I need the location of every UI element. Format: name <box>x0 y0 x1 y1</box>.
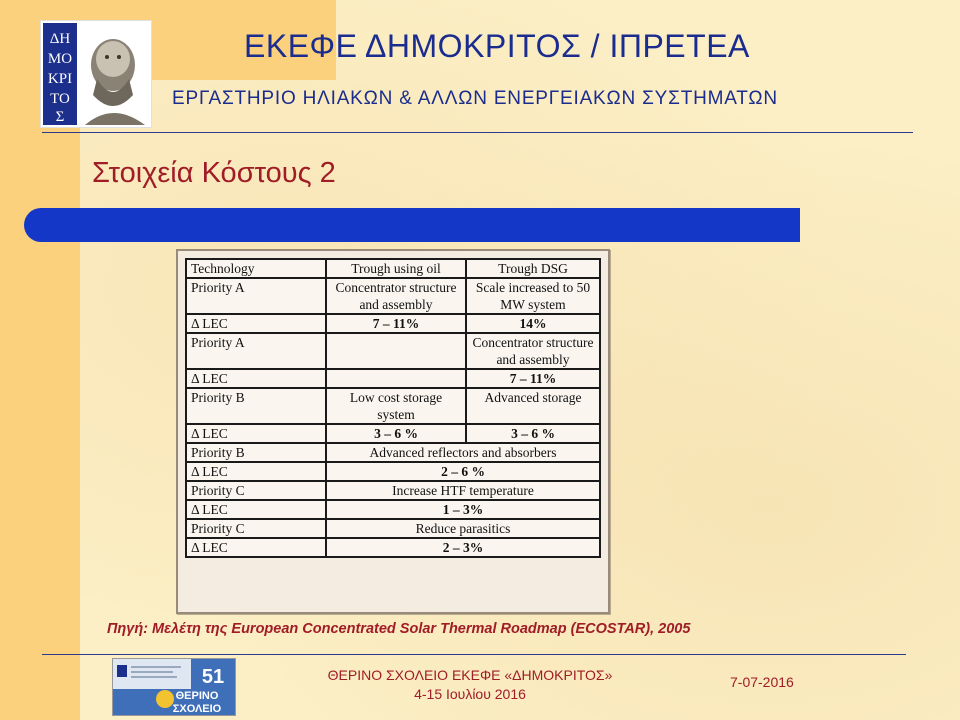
footer-line-1: ΘΕΡΙΝΟ ΣΧΟΛΕΙΟ ΕΚΕΦΕ «ΔΗΜΟΚΡΙΤΟΣ» <box>327 667 613 683</box>
header-divider <box>42 132 913 133</box>
table-cell: Priority A <box>186 333 326 369</box>
table-cell: 7 – 11% <box>466 369 600 388</box>
table-row <box>186 369 600 388</box>
table-cell: Reduce parasitics <box>326 519 600 538</box>
svg-text:ΜΟ: ΜΟ <box>47 51 73 67</box>
table-header-cell: Technology <box>186 259 326 278</box>
logo-word-top: ΘΕΡΙΝΟ <box>175 690 219 702</box>
logo-word-bottom: ΣΧΟΛΕΙΟ <box>172 703 222 715</box>
svg-text:ΔΗ: ΔΗ <box>49 31 71 47</box>
logo-number: 51 <box>201 666 225 688</box>
section-bar <box>24 208 800 242</box>
table-row <box>186 519 600 538</box>
table-cell: Δ LEC <box>186 500 326 519</box>
table-header-row <box>186 259 600 278</box>
svg-text:ΚΡΙ: ΚΡΙ <box>47 71 73 87</box>
table-row <box>186 424 600 443</box>
table-cell: Δ LEC <box>186 538 326 557</box>
table-cell: Scale increased to 50 MW system <box>466 278 600 314</box>
table-cell: Δ LEC <box>186 369 326 388</box>
table-cell: 2 – 3% <box>326 538 600 557</box>
table-row <box>186 388 600 424</box>
table-cell: 1 – 3% <box>326 500 600 519</box>
cost-table <box>185 258 601 558</box>
table-cell: 2 – 6 % <box>326 462 600 481</box>
table-cell: Concentrator structure and assembly <box>466 333 600 369</box>
table-cell: Low cost storage system <box>326 388 466 424</box>
table-row <box>186 278 600 314</box>
table-cell: Priority C <box>186 481 326 500</box>
footer-date: 7-07-2016 <box>730 674 794 690</box>
cost-table-card <box>176 249 610 614</box>
table-cell: Δ LEC <box>186 424 326 443</box>
table-cell: Priority C <box>186 519 326 538</box>
footer-event <box>300 666 640 704</box>
table-row <box>186 481 600 500</box>
democritus-logo <box>40 20 152 128</box>
table-row <box>186 443 600 462</box>
table-row <box>186 538 600 557</box>
footer-divider <box>42 654 906 655</box>
table-cell: Concentrator structure and assembly <box>326 278 466 314</box>
table-row <box>186 314 600 333</box>
lab-subtitle: ΕΡΓΑΣΤΗΡΙΟ ΗΛΙΑΚΩΝ & ΑΛΛΩΝ ΕΝΕΡΓΕΙΑΚΩΝ ΣΥΣΤΗΜΑΤΩΝ <box>172 88 778 109</box>
source-citation: Πηγή: Μελέτη της European Concentrated Solar Thermal Roadmap (ECOSTAR), 2005 <box>107 621 691 637</box>
table-header-cell: Trough using oil <box>326 259 466 278</box>
footer-line-2: 4-15 Ιουλίου 2016 <box>414 686 526 702</box>
table-row <box>186 333 600 369</box>
table-cell: Δ LEC <box>186 314 326 333</box>
table-cell: Priority A <box>186 278 326 314</box>
table-header-cell: Trough DSG <box>466 259 600 278</box>
summer-school-logo <box>112 658 236 716</box>
page-title: ΕΚΕΦΕ ΔΗΜΟΚΡΙΤΟΣ / ΙΠΡΕΤΕΑ <box>244 28 750 64</box>
svg-text:Σ: Σ <box>55 109 65 125</box>
section-title: Στοιχεία Κόστους 2 <box>92 157 336 189</box>
table-cell <box>326 333 466 369</box>
table-cell: Priority B <box>186 443 326 462</box>
table-cell: Increase HTF temperature <box>326 481 600 500</box>
table-cell: Advanced storage <box>466 388 600 424</box>
table-cell: 3 – 6 % <box>466 424 600 443</box>
table-row <box>186 500 600 519</box>
table-cell: 7 – 11% <box>326 314 466 333</box>
table-cell <box>326 369 466 388</box>
svg-text:ΤΟ: ΤΟ <box>50 91 70 107</box>
table-cell: Priority B <box>186 388 326 424</box>
table-cell: 3 – 6 % <box>326 424 466 443</box>
table-cell: 14% <box>466 314 600 333</box>
table-cell: Advanced reflectors and absorbers <box>326 443 600 462</box>
table-row <box>186 462 600 481</box>
table-cell: Δ LEC <box>186 462 326 481</box>
